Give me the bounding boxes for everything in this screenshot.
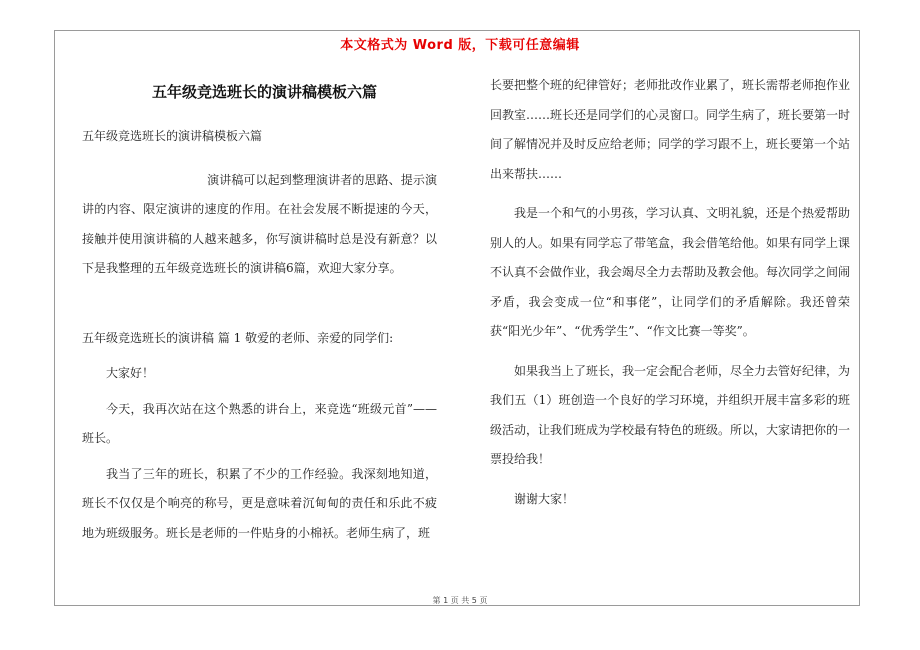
closing-thanks: 谢谢大家！ bbox=[514, 491, 575, 506]
paragraph-3: 我是一个和气的小男孩，学习认真、文明礼貌，还是个热爱帮助别人的人。如果有同学忘了带笔盒，我会借笔给他。如果有同学上课不认真不会做作业，我会竭尽全力去帮助及教会他。每次同学之间闹矛盾，我会变成一位“和事佬”，让同学们的矛盾解除。我还曾荣获“阳光少年”、“优秀学生”、“作文比赛一等奖”。 bbox=[490, 206, 851, 338]
paragraph-4: 如果我当上了班长，我一定会配合老师，尽全力去管好纪律，为我们五（1）班创造一个良好的学习环境，并组织开展丰富多彩的班级活动，让我们班成为学校最有特色的班级。所以，大家请把你的一票投给我！ bbox=[490, 363, 851, 466]
greeting: 大家好！ bbox=[106, 366, 155, 380]
right-column bbox=[490, 71, 850, 514]
document-subtitle: 五年级竞选班长的演讲稿模板六篇 bbox=[82, 129, 263, 143]
left-column bbox=[82, 74, 437, 548]
intro-paragraph bbox=[82, 166, 437, 284]
word-format-banner: 本文格式为 Word 版，下载可任意编辑 bbox=[340, 38, 580, 53]
document-title: 五年级竞选班长的演讲稿模板六篇 bbox=[151, 83, 377, 101]
intro-text: 演讲稿可以起到整理演讲者的思路、提示演讲的内容、限定演讲的速度的作用。在社会发展不断提速的今天，接触并使用演讲稿的人越来越多，你写演讲稿时总是没有新意？以下是我整理的五年级竞选班长的演讲稿6篇，欢迎大家分享。 bbox=[82, 172, 437, 275]
speech-heading: 五年级竞选班长的演讲稿 篇 1 敬爱的老师、亲爱的同学们: bbox=[82, 330, 394, 345]
paragraph-2: 我当了三年的班长，积累了不少的工作经验。我深刻地知道，班长不仅仅是个响亮的称号，更是意味着沉甸甸的责任和乐此不疲地为班级服务。班长是老师的一件贴身的小棉袄。老师生病了，班 bbox=[82, 466, 437, 540]
paragraph-2-continued: 长要把整个班的纪律管好；老师批改作业累了，班长需帮老师抱作业回教室……班长还是同学们的心灵窗口。同学生病了，班长要第一时间了解情况并及时反应给老师；同学的学习跟不上，班长要第一个站出来帮扶…… bbox=[490, 78, 851, 181]
page-footer: 第 1 页 共 5 页 bbox=[432, 596, 488, 605]
paragraph-1: 今天，我再次站在这个熟悉的讲台上，来竞选“班级元首”——班长。 bbox=[82, 401, 437, 445]
